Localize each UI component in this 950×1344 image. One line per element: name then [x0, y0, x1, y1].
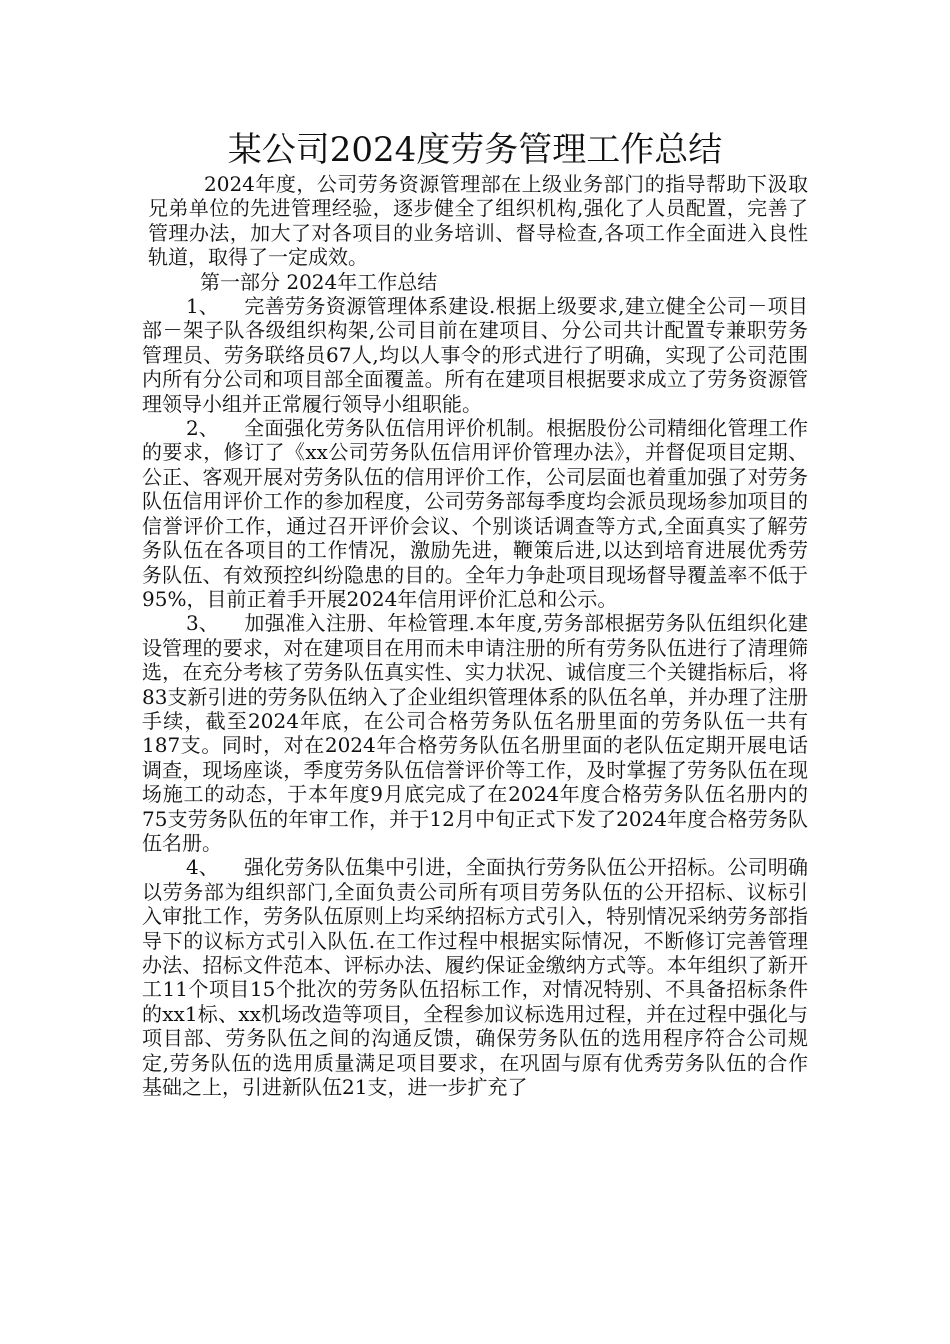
item-number: 1、 — [186, 294, 219, 319]
document-page — [142, 128, 808, 1099]
item-number: 2、 — [186, 416, 219, 441]
list-item — [142, 611, 808, 855]
item-text: 完善劳务资源管理体系建设.根据上级要求,建立健全公司－项目部－架子队各级组织构架,公司目前在建项目、分公司共计配置专兼职劳务管理员、劳务联络员67人,均以人事令的形式进行了明确，实现了公司范围内所有分公司和项目部全面覆盖。所有在建项目根据要求成立了劳务资源管理领导小组并正常履行领导小组职能。 — [142, 294, 808, 416]
item-number: 3、 — [186, 611, 219, 636]
list-item — [142, 294, 808, 416]
intro-paragraph: 2024年度，公司劳务资源管理部在上级业务部门的指导帮助下汲取兄弟单位的先进管理经验，逐步健全了组织机构,强化了人员配置，完善了管理办法，加大了对各项目的业务培训、督导检查,各项工作全面进入良性轨道，取得了一定成效。 — [148, 172, 808, 270]
item-number: 4、 — [186, 855, 219, 880]
item-text: 加强准入注册、年检管理.本年度,劳务部根据劳务队伍组织化建设管理的要求，对在建项目在用而未申请注册的所有劳务队伍进行了清理筛选，在充分考核了劳务队伍真实性、实力状况、诚信度三个关键指标后，将83支新引进的劳务队伍纳入了企业组织管理体系的队伍名单，并办理了注册手续，截至2024年底，在公司合格劳务队伍名册里面的劳务队伍一共有187支。同时，对在2024年合格劳务队伍名册里面的老队伍定期开展电话调查，现场座谈，季度劳务队伍信誉评价等工作，及时掌握了劳务队伍在现场施工的动态，于本年度9月底完成了在2024年度合格劳务队伍名册内的75支劳务队伍的年审工作，并于12月中旬正式下发了2024年度合格劳务队伍名册。 — [142, 611, 808, 855]
list-item — [142, 855, 808, 1099]
document-title: 某公司2024度劳务管理工作总结 — [227, 130, 723, 170]
item-text: 全面强化劳务队伍信用评价机制。根据股份公司精细化管理工作的要求，修订了《xx公司劳务队伍信用评价管理办法》，并督促项目定期、公正、客观开展对劳务队伍的信用评价工作，公司层面也着重加强了对劳务队伍信用评价工作的参加程度，公司劳务部每季度均会派员现场参加项目的信誉评价工作，通过召开评价会议、个别谈话调查等方式,全面真实了解劳务队伍在各项目的工作情况，激励先进，鞭策后进,以达到培育进展优秀劳务队伍、有效预控纠纷隐患的目的。全年力争赴项目现场督导覆盖率不低于95%，目前正着手开展2024年信用评价汇总和公示。 — [142, 416, 808, 611]
list-item — [142, 416, 808, 611]
part-heading: 第一部分 2024年工作总结 — [200, 269, 438, 294]
item-text: 强化劳务队伍集中引进，全面执行劳务队伍公开招标。公司明确以劳务部为组织部门,全面负责公司所有项目劳务队伍的公开招标、议标引入审批工作，劳务队伍原则上均采纳招标方式引入，特别情况采纳劳务部指导下的议标方式引入队伍.在工作过程中根据实际情况，不断修订完善管理办法、招标文件范本、评标办法、履约保证金缴纳方式等。本年组织了新开工11个项目15个批次的劳务队伍招标工作，对情况特别、不具备招标条件的xx1标、xx机场改造等项目，全程参加议标选用过程，并在过程中强化与项目部、劳务队伍之间的沟通反馈，确保劳务队伍的选用程序符合公司规定,劳务队伍的选用质量满足项目要求，在巩固与原有优秀劳务队伍的合作基础之上，引进新队伍21支，进一步扩充了 — [142, 855, 808, 1100]
